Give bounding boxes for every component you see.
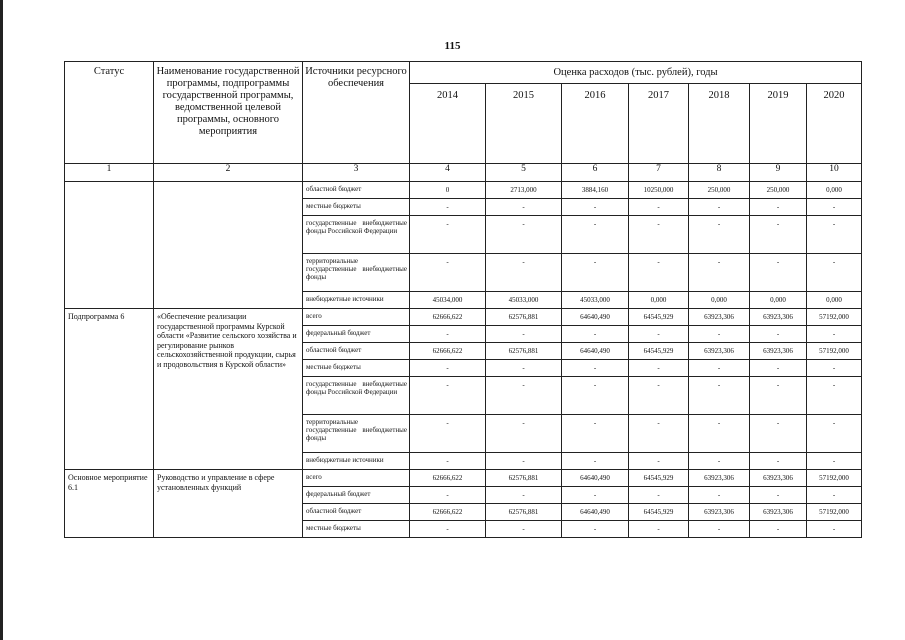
column-number: 9 bbox=[750, 164, 807, 182]
value-cell: - bbox=[689, 377, 750, 415]
header-year: 2014 bbox=[410, 84, 486, 164]
value-cell: - bbox=[562, 415, 629, 453]
header-year: 2017 bbox=[629, 84, 689, 164]
value-cell: - bbox=[689, 521, 750, 538]
header-year: 2016 bbox=[562, 84, 629, 164]
value-cell: - bbox=[629, 216, 689, 254]
value-cell: - bbox=[562, 521, 629, 538]
header-year: 2015 bbox=[486, 84, 562, 164]
value-cell: 0,000 bbox=[750, 292, 807, 309]
source-cell: внебюджетные источники bbox=[303, 292, 410, 309]
value-cell: 45034,000 bbox=[410, 292, 486, 309]
value-cell: 57192,000 bbox=[807, 504, 862, 521]
table-row bbox=[65, 470, 862, 487]
program-name-cell: «Обеспечение реализации государственной программы Курской области «Развитие сельского хозяйства и регулирование рынков сельскохозяйственной продукции, сырья и продовольствия в Курской области» bbox=[154, 309, 303, 470]
value-cell: - bbox=[486, 326, 562, 343]
column-number: 8 bbox=[689, 164, 750, 182]
value-cell: 64640,490 bbox=[562, 504, 629, 521]
value-cell: - bbox=[629, 521, 689, 538]
header-year: 2020 bbox=[807, 84, 862, 164]
table-row bbox=[65, 309, 862, 326]
header-status: Статус bbox=[65, 62, 154, 164]
value-cell: 64545,929 bbox=[629, 343, 689, 360]
value-cell: - bbox=[410, 360, 486, 377]
value-cell: 64545,929 bbox=[629, 470, 689, 487]
table-row bbox=[65, 182, 862, 199]
value-cell: - bbox=[562, 453, 629, 470]
value-cell: 63923,306 bbox=[689, 470, 750, 487]
source-cell: государственные внебюджетные фонды Российской Федерации bbox=[303, 377, 410, 415]
value-cell: - bbox=[562, 254, 629, 292]
value-cell: 63923,306 bbox=[750, 504, 807, 521]
value-cell: 62576,881 bbox=[486, 309, 562, 326]
value-cell: - bbox=[750, 199, 807, 216]
value-cell: - bbox=[750, 254, 807, 292]
value-cell: - bbox=[629, 415, 689, 453]
value-cell: 250,000 bbox=[750, 182, 807, 199]
value-cell: - bbox=[689, 415, 750, 453]
value-cell: 57192,000 bbox=[807, 309, 862, 326]
value-cell: 62576,881 bbox=[486, 470, 562, 487]
value-cell: - bbox=[562, 216, 629, 254]
source-cell: внебюджетные источники bbox=[303, 453, 410, 470]
value-cell: - bbox=[750, 521, 807, 538]
value-cell: 64640,490 bbox=[562, 309, 629, 326]
source-cell: федеральный бюджет bbox=[303, 487, 410, 504]
value-cell: - bbox=[807, 360, 862, 377]
value-cell: - bbox=[410, 254, 486, 292]
value-cell: - bbox=[486, 254, 562, 292]
value-cell: - bbox=[486, 453, 562, 470]
value-cell: - bbox=[629, 326, 689, 343]
source-cell: местные бюджеты bbox=[303, 199, 410, 216]
program-name-cell: Руководство и управление в сфере установленных функций bbox=[154, 470, 303, 538]
header-estimate: Оценка расходов (тыс. рублей), годы bbox=[410, 62, 862, 84]
value-cell: - bbox=[486, 360, 562, 377]
value-cell: - bbox=[410, 453, 486, 470]
page-number: 115 bbox=[444, 40, 461, 52]
value-cell: - bbox=[689, 326, 750, 343]
status-cell: Подпрограмма 6 bbox=[65, 309, 154, 470]
column-number: 7 bbox=[629, 164, 689, 182]
value-cell: 10250,000 bbox=[629, 182, 689, 199]
value-cell: - bbox=[629, 453, 689, 470]
value-cell: 250,000 bbox=[689, 182, 750, 199]
value-cell: - bbox=[750, 453, 807, 470]
value-cell: - bbox=[486, 415, 562, 453]
header-year: 2019 bbox=[750, 84, 807, 164]
value-cell: - bbox=[750, 216, 807, 254]
value-cell: 62666,622 bbox=[410, 343, 486, 360]
column-number: 6 bbox=[562, 164, 629, 182]
status-cell bbox=[65, 182, 154, 309]
value-cell: 63923,306 bbox=[750, 343, 807, 360]
column-number: 4 bbox=[410, 164, 486, 182]
value-cell: - bbox=[689, 487, 750, 504]
value-cell: - bbox=[807, 487, 862, 504]
value-cell: 0,000 bbox=[629, 292, 689, 309]
value-cell: - bbox=[486, 487, 562, 504]
column-number: 1 bbox=[65, 164, 154, 182]
value-cell: - bbox=[689, 360, 750, 377]
column-number: 5 bbox=[486, 164, 562, 182]
value-cell: 57192,000 bbox=[807, 343, 862, 360]
value-cell: - bbox=[689, 254, 750, 292]
value-cell: 63923,306 bbox=[689, 343, 750, 360]
source-cell: всего bbox=[303, 309, 410, 326]
status-cell: Основное мероприятие 6.1 bbox=[65, 470, 154, 538]
source-cell: территориальные государственные внебюджетные фонды bbox=[303, 415, 410, 453]
value-cell: - bbox=[750, 487, 807, 504]
value-cell: - bbox=[410, 216, 486, 254]
value-cell: 63923,306 bbox=[750, 470, 807, 487]
value-cell: - bbox=[562, 487, 629, 504]
value-cell: - bbox=[750, 377, 807, 415]
value-cell: 45033,000 bbox=[486, 292, 562, 309]
value-cell: 0,000 bbox=[807, 182, 862, 199]
value-cell: - bbox=[562, 326, 629, 343]
source-cell: государственные внебюджетные фонды Российской Федерации bbox=[303, 216, 410, 254]
value-cell: - bbox=[629, 360, 689, 377]
value-cell: 63923,306 bbox=[689, 309, 750, 326]
value-cell: 62666,622 bbox=[410, 309, 486, 326]
value-cell: 64640,490 bbox=[562, 343, 629, 360]
value-cell: - bbox=[689, 453, 750, 470]
value-cell: 3884,160 bbox=[562, 182, 629, 199]
value-cell: - bbox=[689, 216, 750, 254]
value-cell: 63923,306 bbox=[689, 504, 750, 521]
value-cell: - bbox=[410, 521, 486, 538]
value-cell: - bbox=[486, 199, 562, 216]
scan-edge-bar bbox=[0, 0, 3, 640]
header-sources: Источники ресурсного обеспечения bbox=[303, 62, 410, 164]
value-cell: - bbox=[750, 415, 807, 453]
value-cell: 57192,000 bbox=[807, 470, 862, 487]
value-cell: - bbox=[486, 216, 562, 254]
source-cell: областной бюджет bbox=[303, 504, 410, 521]
value-cell: - bbox=[629, 377, 689, 415]
value-cell: 0,000 bbox=[689, 292, 750, 309]
value-cell: - bbox=[807, 521, 862, 538]
value-cell: - bbox=[807, 415, 862, 453]
value-cell: - bbox=[410, 415, 486, 453]
value-cell: - bbox=[689, 199, 750, 216]
value-cell: 64640,490 bbox=[562, 470, 629, 487]
value-cell: - bbox=[629, 487, 689, 504]
source-cell: территориальные государственные внебюджетные фонды bbox=[303, 254, 410, 292]
column-number: 2 bbox=[154, 164, 303, 182]
value-cell: 62576,881 bbox=[486, 504, 562, 521]
value-cell: - bbox=[562, 360, 629, 377]
value-cell: 62666,622 bbox=[410, 504, 486, 521]
value-cell: - bbox=[807, 199, 862, 216]
value-cell: 2713,000 bbox=[486, 182, 562, 199]
value-cell: 45033,000 bbox=[562, 292, 629, 309]
value-cell: - bbox=[750, 326, 807, 343]
value-cell: - bbox=[410, 377, 486, 415]
value-cell: - bbox=[807, 377, 862, 415]
value-cell: - bbox=[807, 216, 862, 254]
value-cell: - bbox=[807, 254, 862, 292]
value-cell: - bbox=[807, 326, 862, 343]
budget-table bbox=[64, 61, 862, 538]
header-year: 2018 bbox=[689, 84, 750, 164]
value-cell: 63923,306 bbox=[750, 309, 807, 326]
source-cell: областной бюджет bbox=[303, 182, 410, 199]
value-cell: - bbox=[410, 326, 486, 343]
value-cell: 62666,622 bbox=[410, 470, 486, 487]
value-cell: 64545,929 bbox=[629, 504, 689, 521]
value-cell: - bbox=[629, 199, 689, 216]
value-cell: - bbox=[410, 199, 486, 216]
program-name-cell bbox=[154, 182, 303, 309]
column-number: 3 bbox=[303, 164, 410, 182]
value-cell: - bbox=[486, 521, 562, 538]
value-cell: - bbox=[807, 453, 862, 470]
value-cell: - bbox=[562, 377, 629, 415]
source-cell: местные бюджеты bbox=[303, 521, 410, 538]
value-cell: - bbox=[562, 199, 629, 216]
value-cell: - bbox=[486, 377, 562, 415]
column-number: 10 bbox=[807, 164, 862, 182]
source-cell: местные бюджеты bbox=[303, 360, 410, 377]
source-cell: областной бюджет bbox=[303, 343, 410, 360]
value-cell: - bbox=[750, 360, 807, 377]
value-cell: - bbox=[629, 254, 689, 292]
value-cell: - bbox=[410, 487, 486, 504]
header-name: Наименование государственной программы, подпрограммы государственной программы, ведомственной целевой программы, основного мероприятия bbox=[154, 62, 303, 164]
source-cell: всего bbox=[303, 470, 410, 487]
value-cell: 62576,881 bbox=[486, 343, 562, 360]
source-cell: федеральный бюджет bbox=[303, 326, 410, 343]
value-cell: 0 bbox=[410, 182, 486, 199]
value-cell: 64545,929 bbox=[629, 309, 689, 326]
value-cell: 0,000 bbox=[807, 292, 862, 309]
